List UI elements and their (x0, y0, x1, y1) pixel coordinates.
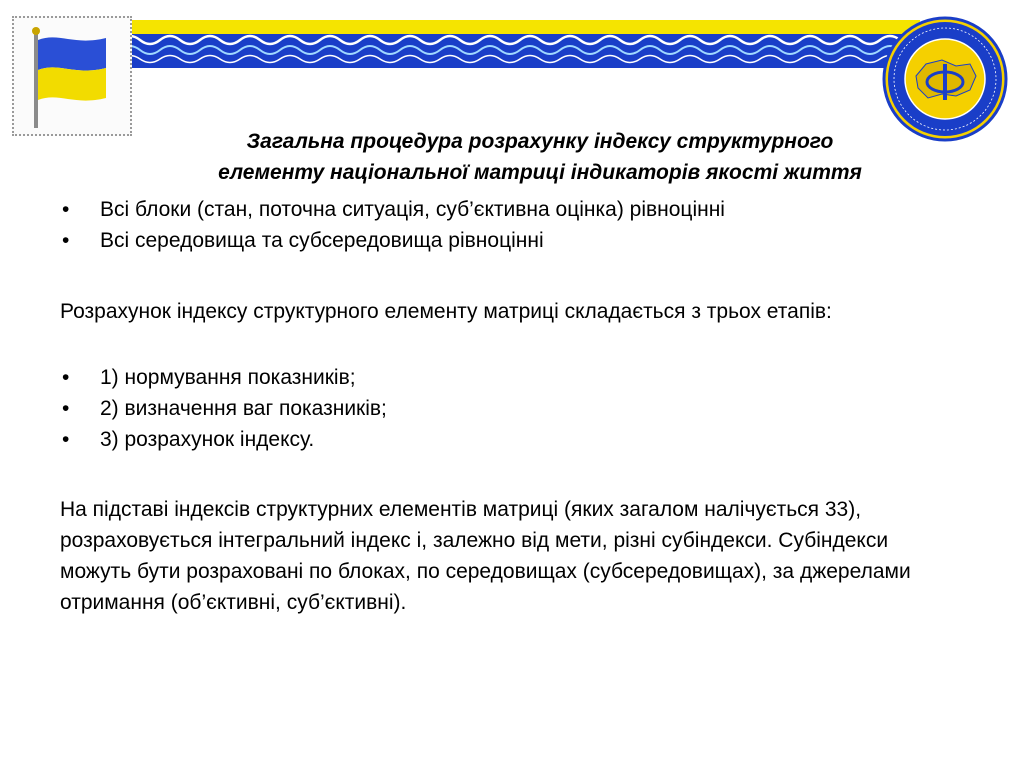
list-item: • 1) нормування показників; (60, 362, 387, 393)
equivalence-bullet-list (60, 194, 725, 256)
list-item: • 3) розрахунок індексу. (60, 424, 387, 455)
header-band (120, 20, 920, 68)
title-line-1: Загальна процедура розрахунку індексу структурного (246, 130, 834, 153)
stages-intro-paragraph: Розрахунок індексу структурного елементу матриці складається з трьох етапів: (60, 300, 832, 323)
integral-index-paragraph: На підставі індексів структурних елементів матриці (яких загалом налічується 33), розраховується інтегральний індекс і, залежно від мети, різні субіндекси. Субіндекси можуть бути розраховані по блоках, по середовищах (субсередовищах), за джерелами отримання (об’єктивні, суб’єктивні). (60, 498, 911, 614)
list-item: • 2) визначення ваг показників; (60, 393, 387, 424)
slide-title (60, 126, 1020, 188)
stages-bullet-list (60, 362, 387, 455)
list-item: • Всі середовища та субсередовища рівноцінні (60, 225, 725, 256)
ukraine-flag-icon (14, 18, 130, 134)
title-line-2: елементу національної матриці індикаторів якості життя (218, 161, 862, 184)
flag-image (12, 16, 132, 136)
list-item: • Всі блоки (стан, поточна ситуація, суб’єктивна оцінка) рівноцінні (60, 194, 725, 225)
wave-pattern (120, 28, 920, 68)
